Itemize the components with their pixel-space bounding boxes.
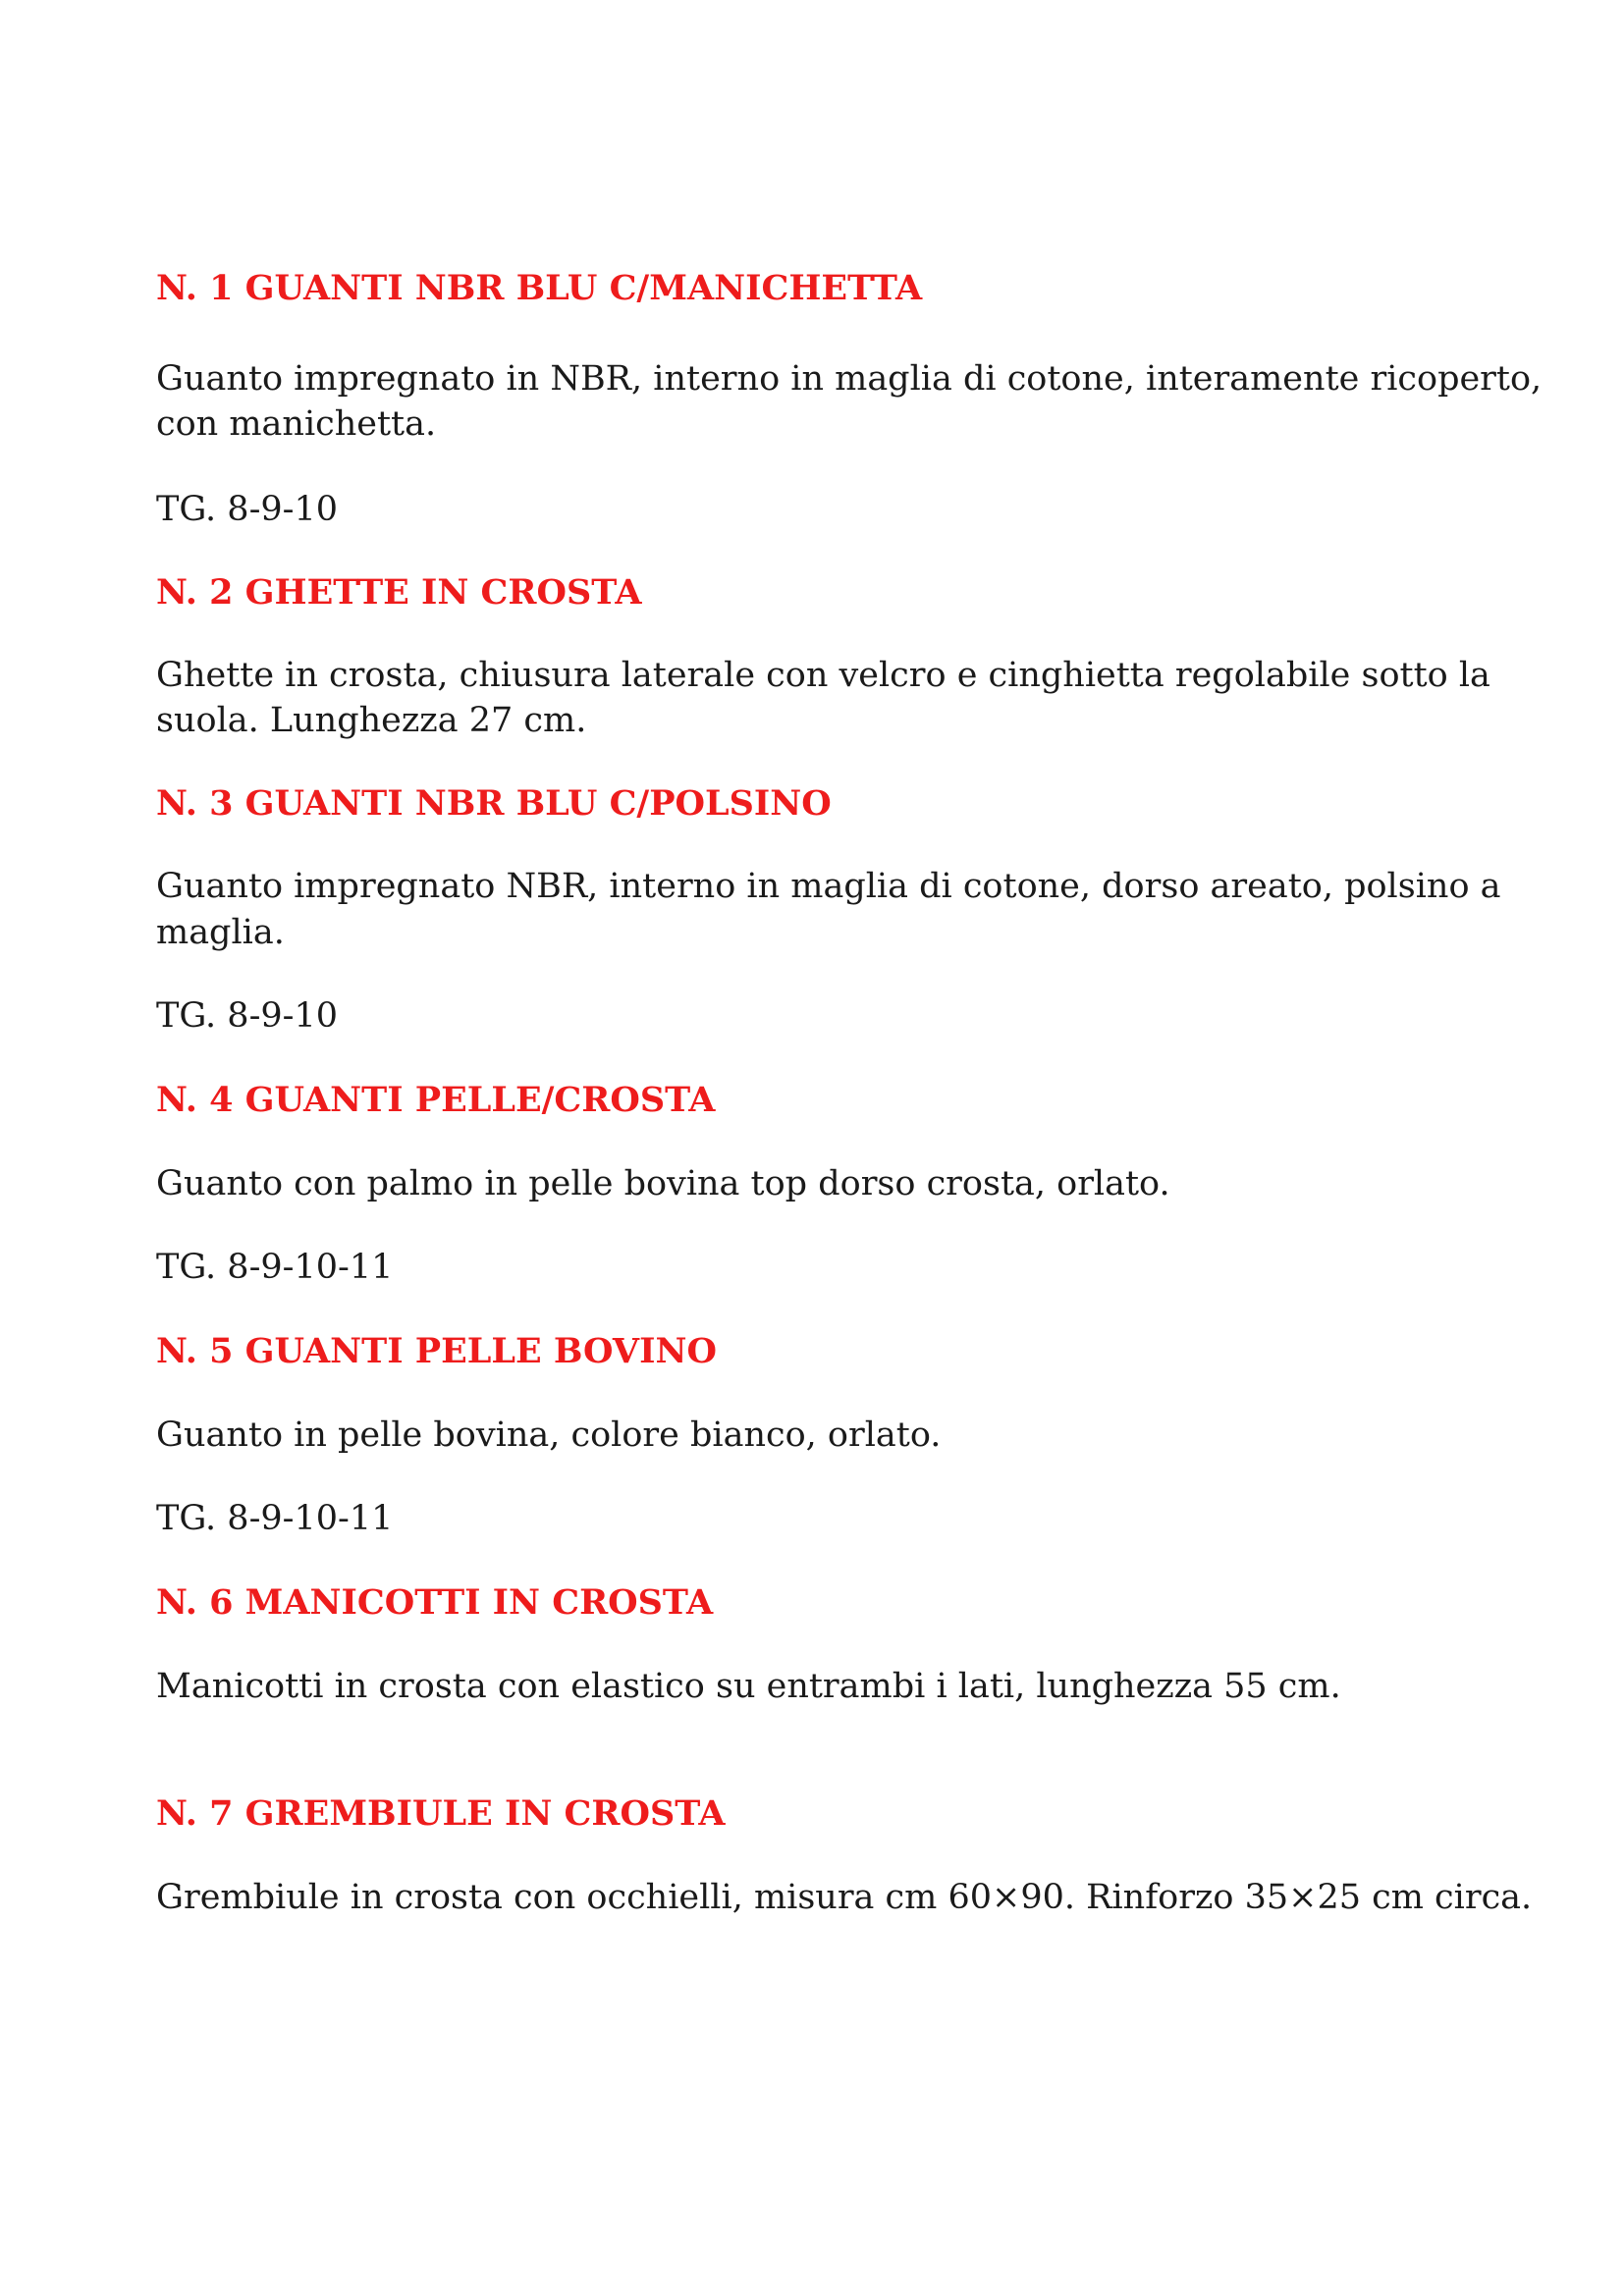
item-3-description-line-2: maglia. bbox=[156, 913, 285, 952]
item-4-sizes: TG. 8-9-10-11 bbox=[156, 1248, 394, 1287]
item-1-sizes: TG. 8-9-10 bbox=[156, 490, 339, 529]
item-5-heading: N. 5 GUANTI PELLE BOVINO bbox=[156, 1331, 717, 1371]
item-5-description-line-1: Guanto in pelle bovina, colore bianco, orlato. bbox=[156, 1415, 942, 1455]
item-2-heading: N. 2 GHETTE IN CROSTA bbox=[156, 572, 642, 613]
item-6-description-line-1: Manicotti in crosta con elastico su entrambi i lati, lunghezza 55 cm. bbox=[156, 1667, 1341, 1706]
item-7-heading: N. 7 GREMBIULE IN CROSTA bbox=[156, 1793, 726, 1834]
item-7-description-line-1: Grembiule in crosta con occhielli, misura cm 60×90. Rinforzo 35×25 cm circa. bbox=[156, 1878, 1533, 1917]
item-1-heading: N. 1 GUANTI NBR BLU C/MANICHETTA bbox=[156, 268, 923, 308]
item-2-description-line-2: suola. Lunghezza 27 cm. bbox=[156, 701, 587, 740]
item-5-sizes: TG. 8-9-10-11 bbox=[156, 1499, 394, 1538]
item-3-sizes: TG. 8-9-10 bbox=[156, 996, 339, 1036]
item-3-heading: N. 3 GUANTI NBR BLU C/POLSINO bbox=[156, 783, 832, 824]
item-3-description-line-1: Guanto impregnato NBR, interno in maglia di cotone, dorso areato, polsino a bbox=[156, 867, 1501, 906]
item-2-description-line-1: Ghette in crosta, chiusura laterale con velcro e cinghietta regolabile sotto la bbox=[156, 656, 1490, 695]
item-4-heading: N. 4 GUANTI PELLE/CROSTA bbox=[156, 1080, 716, 1120]
item-1-description-line-1: Guanto impregnato in NBR, interno in maglia di cotone, interamente ricoperto, bbox=[156, 359, 1543, 399]
item-1-description-line-2: con manichetta. bbox=[156, 404, 437, 444]
item-6-heading: N. 6 MANICOTTI IN CROSTA bbox=[156, 1582, 714, 1623]
item-4-description-line-1: Guanto con palmo in pelle bovina top dorso crosta, orlato. bbox=[156, 1164, 1170, 1203]
